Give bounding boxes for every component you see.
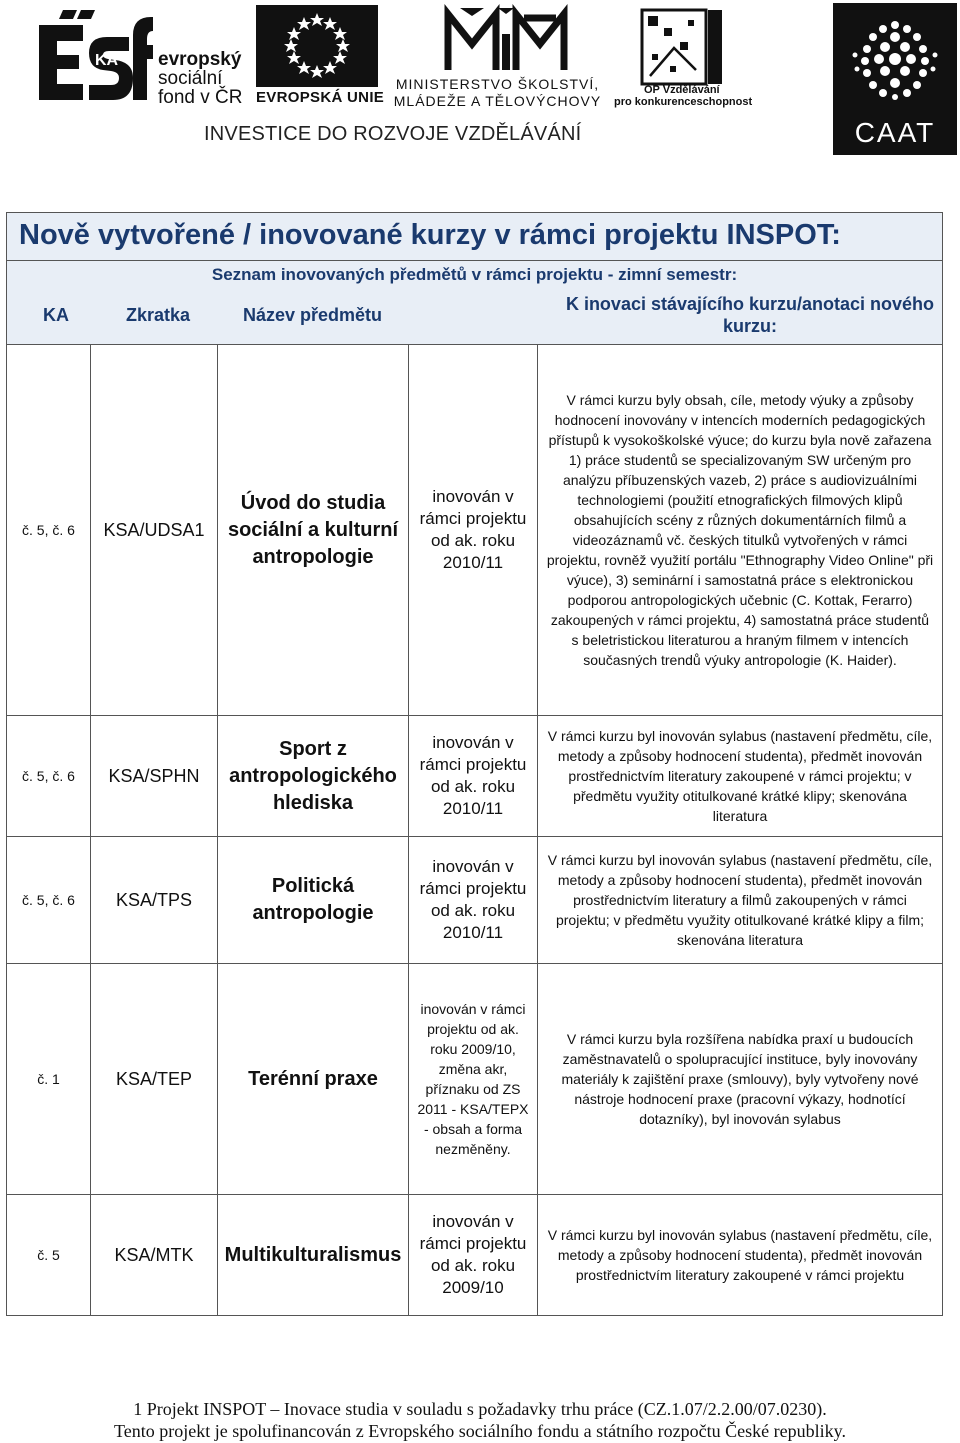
logo-band: [0, 0, 960, 160]
op-text: [614, 84, 752, 108]
table-title-bar: [7, 213, 942, 261]
op-line1: OP Vzdělávání: [644, 84, 720, 96]
header-inovace: K inovaci stávajícího kurzu/anotaci nového kurzu:: [565, 294, 935, 336]
op-line2: pro konkurenceschopnost: [614, 96, 753, 108]
cell-nazev: Politická antropologie: [218, 837, 409, 963]
cell-popis: V rámci kurzu byla rozšířena nabídka praxí u budoucích zaměstnavatelů o spolupracující instituce, byly inovovány materiály k zajištění praxe (smlouvy), byly vytvořeny nové nástroje hodnocení praxe (pracovní výkazy, hodnotící dotazníky), byl inovován sylabus: [561, 1031, 919, 1127]
svg-text:KA: KA: [95, 52, 119, 69]
esf-logo: [33, 5, 153, 110]
cell-zkratka: KSA/TPS: [91, 837, 218, 963]
cell-nazev: Terénní praxe: [218, 964, 409, 1194]
cell-nazev: Úvod do studia sociální a kulturní antropologie: [218, 345, 409, 715]
msmt-line2: MLÁDEŽE A TĚLOVÝCHOVY: [393, 93, 602, 109]
cell-stav: inovován v rámci projektu od ak. roku 2009/10: [409, 1195, 538, 1315]
esf-logo-text: [158, 50, 242, 107]
header-ka: KA: [43, 305, 69, 325]
cell-zkratka: KSA/SPHN: [91, 716, 218, 836]
eu-label: EVROPSKÁ UNIE: [256, 89, 385, 106]
cell-popis: V rámci kurzu byl inovován sylabus (nastavení předmětu, cíle, metody a způsoby hodnocení studenta), předmět inovován prostřednictvím literatury zakoupené v rámci projektu; v předmětu využity otitulkované krátké klipy; skenována literatura: [547, 728, 933, 824]
investice-tagline: INVESTICE DO ROZVOJE VZDĚLÁVÁNÍ: [204, 123, 582, 145]
cell-popis: V rámci kurzu byl inovován sylabus (nastavení předmětu, cíle, metody a způsoby hodnocení studenta), předmět inovován prostřednictvím literatury zakoupené v rámci projektu: [547, 1227, 933, 1283]
esf-line1: evropský: [158, 49, 242, 70]
caat-logo: [833, 3, 957, 155]
esf-line3: fond v ČR: [158, 87, 243, 108]
table-row: [7, 1195, 942, 1315]
cell-zkratka: KSA/TEP: [91, 964, 218, 1194]
table-subtitle: Seznam inovovaných předmětů v rámci projektu - zimní semestr:: [211, 265, 738, 284]
esf-line2: sociální: [158, 68, 223, 89]
cell-popis: V rámci kurzu byly obsah, cíle, metody výuky a způsoby hodnocení inovovány v intencích moderních pedagogických přístupů k vysokoškolské výuce; do kurzu byla nově zařazena 1) práce studentů se specializovaným SW určeným pro analýzu příbuzenských vazeb, 2) práce s audiovizuálními technologiemi (použití etnografických filmových klipů obsahujících scény z různých dokumentárních filmů a videozáznamů vč. českých titulků vytvořených v rámci projektu, rovněž využití portálu "Ethnography Video Online" při výuce), 3) seminární i samostatná práce s elektronickou podporou antropologických učebnic (C. Kottak, Ferarro) zakoupených v rámci projektu, 4) samostatná práce studentů s beletristickou literaturou a hraným filmem v intencích současných trendů výuky antropologie (K. Haider).: [546, 392, 934, 668]
cell-stav: inovován v rámci projektu od ak. roku 2009/10, změna akr, příznaku od ZS 2011 - KSA/TEPX - obsah a forma nezměněny.: [409, 964, 538, 1194]
footer: [0, 1398, 960, 1442]
cell-stav: inovován v rámci projektu od ak. roku 2010/11: [409, 837, 538, 963]
op-vzdelavani-logo: [640, 8, 725, 88]
cell-nazev: Multikulturalismus: [218, 1195, 409, 1315]
table-title: Nově vytvořené / inovované kurzy v rámci projektu INSPOT:: [19, 219, 841, 251]
cell-popis: V rámci kurzu byl inovován sylabus (nastavení předmětu, cíle, metody a způsoby hodnocení studenta), předmět inovován prostřednictvím literatury a filmů zakoupených v rámci projektu; v předmětu využity otitulkované krátké klipy a film; skenována literatura: [547, 852, 933, 948]
cell-ka: č. 1: [7, 964, 91, 1194]
cell-stav: inovován v rámci projektu od ak. roku 2010/11: [409, 345, 538, 715]
table-row: [7, 964, 942, 1195]
table-row: [7, 837, 942, 964]
cell-nazev: Sport z antropologického hlediska: [218, 716, 409, 836]
caat-label: CAAT: [854, 117, 936, 148]
cell-ka: č. 5, č. 6: [7, 345, 91, 715]
msmt-line1: MINISTERSTVO ŠKOLSTVÍ,: [395, 76, 600, 92]
msmt-logo: [420, 4, 590, 84]
header-zkratka: Zkratka: [126, 305, 191, 325]
cell-stav: inovován v rámci projektu od ak. roku 2010/11: [409, 716, 538, 836]
cell-ka: č. 5, č. 6: [7, 837, 91, 963]
table-row: [7, 345, 942, 716]
cell-ka: č. 5: [7, 1195, 91, 1315]
msmt-text: [390, 76, 605, 110]
table-row: [7, 716, 942, 837]
footer-line1: 1 Projekt INSPOT – Inovace studia v souladu s požadavky trhu práce (CZ.1.07/2.2.00/07.0230).: [133, 1399, 827, 1419]
courses-table: [6, 212, 943, 1316]
header-nazev: Název předmětu: [243, 305, 383, 325]
cell-zkratka: KSA/UDSA1: [91, 345, 218, 715]
cell-ka: č. 5, č. 6: [7, 716, 91, 836]
cell-zkratka: KSA/MTK: [91, 1195, 218, 1315]
table-header: [7, 261, 942, 345]
eu-flag-logo: [256, 5, 378, 87]
footer-line2: Tento projekt je spolufinancován z Evropského sociálního fondu a státního rozpočtu České republiky.: [114, 1421, 846, 1441]
